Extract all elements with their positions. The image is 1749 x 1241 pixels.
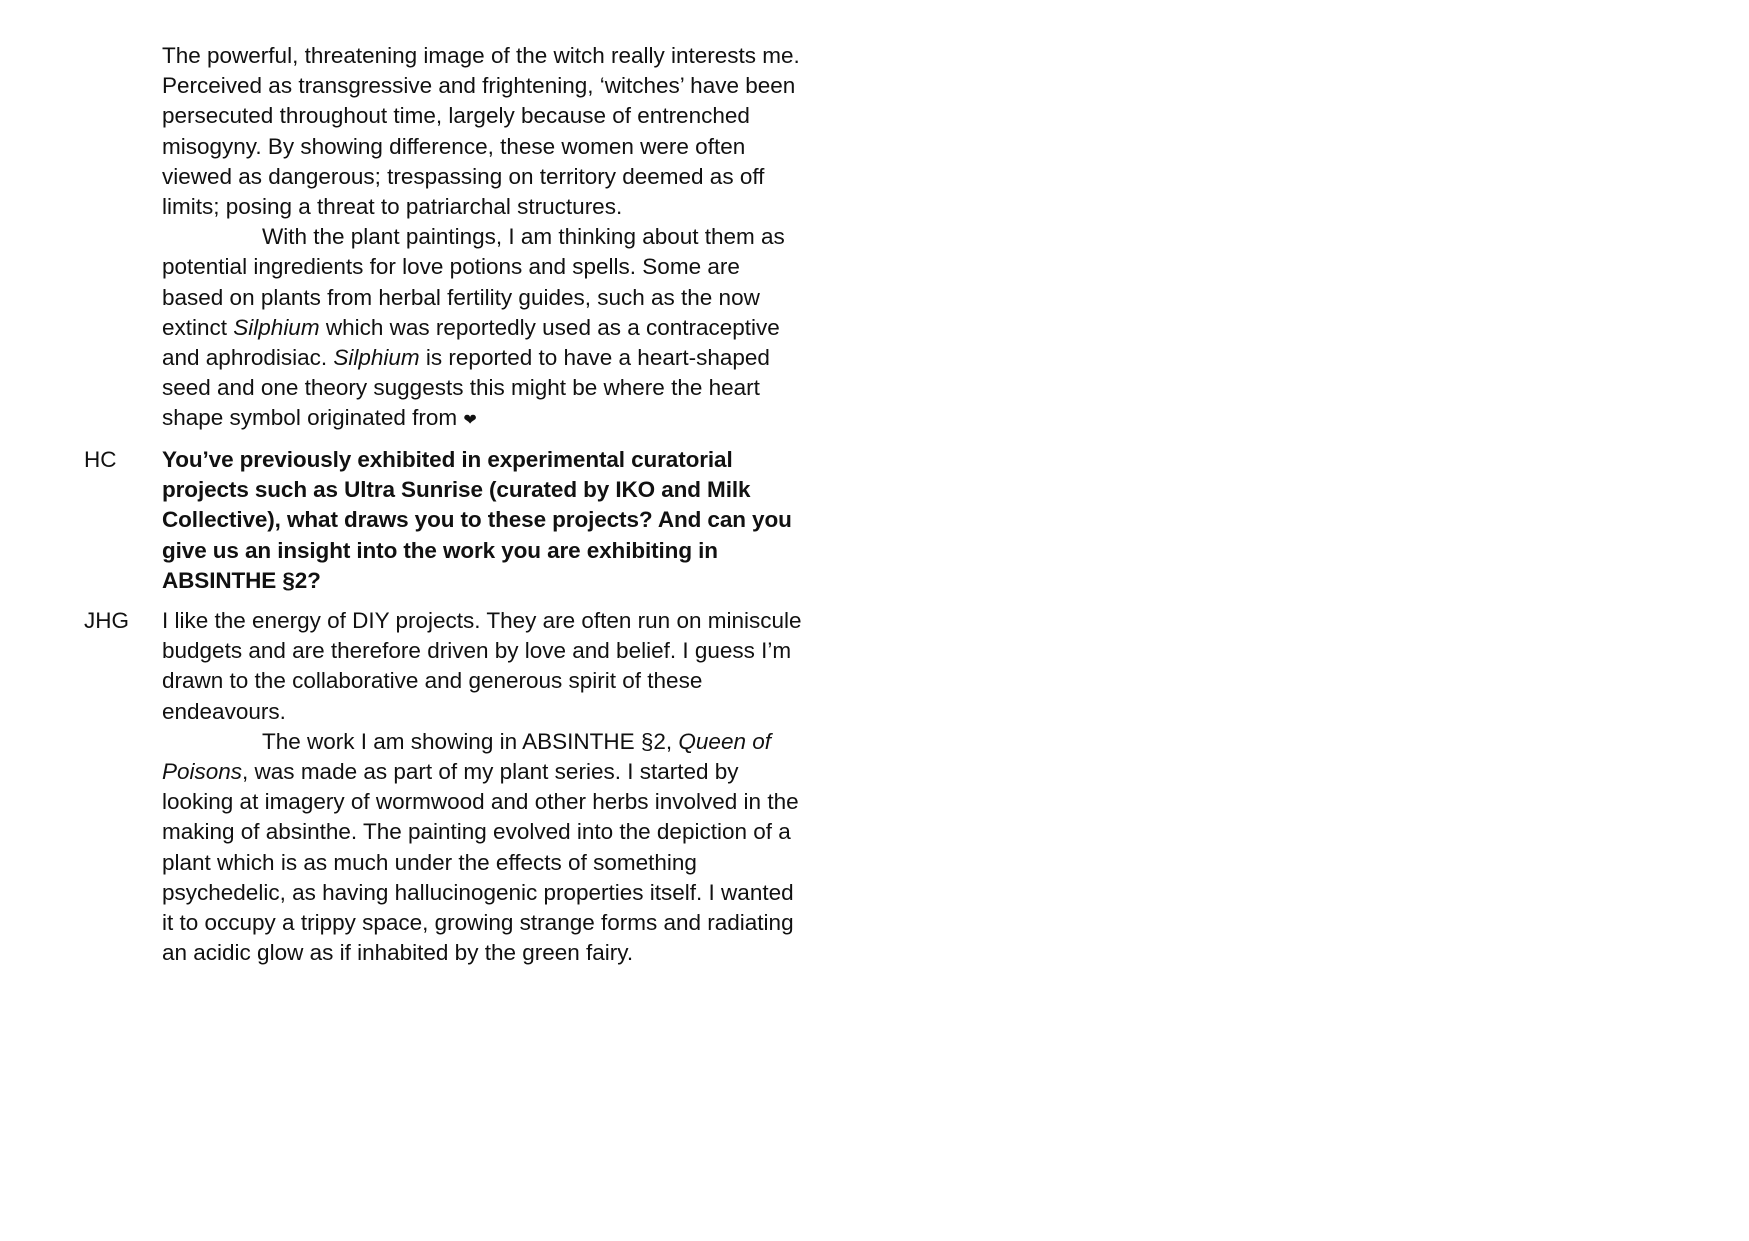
paragraph-text: The work I am showing in ABSINTHE §2, — [262, 728, 679, 754]
paragraph-text: The powerful, threatening image of the witch really interests me. Perceived as transgressive and frightening, ‘witches’ have been persecuted throughout time, largely because of entrenched misogyny. By showing difference, these women were often viewed as dangerous; trespassing on territory deemed as off limits; posing a threat to patriarchal structures. — [162, 43, 800, 220]
paragraph-text: I like the energy of DIY projects. They are often run on miniscule budgets and are therefore driven by love and belief. I guess I’m drawn to the collaborative and generous spirit of these endeavours. — [162, 608, 802, 724]
paragraph-text: With the plant paintings, I am thinking about them as potential ingredients for love potions and spells. Some are based on plants from herbal fertility guides, such as the now extinct — [162, 224, 785, 340]
answer-text — [162, 41, 802, 437]
paragraph-plant-paintings — [162, 222, 802, 436]
answer-block-jhg — [84, 606, 804, 968]
paragraph-text: is reported to have a heart-shaped seed and one theory suggests this might be where the heart shape symbol originated from — [162, 345, 770, 431]
paragraph-text: , was made as part of my plant series. I started by looking at imagery of wormwood and other herbs involved in the making of absinthe. The painting evolved into the depiction of a plant which is as much under the effects of something psychedelic, as having hallucinogenic properties itself. I wanted it to occupy a trippy space, growing strange forms and radiating an acidic glow as if inhabited by the green fairy. — [162, 759, 799, 966]
answer-text — [162, 606, 802, 968]
question-block — [84, 445, 804, 596]
paragraph-text: which was reportedly used as a contraceptive and aphrodisiac. — [162, 314, 780, 371]
italic-title-queen-of-poisons: Queen of Poisons — [162, 728, 771, 785]
italic-term-silphium: Silphium — [233, 314, 320, 340]
italic-term-silphium: Silphium — [333, 345, 420, 371]
paragraph-witch — [162, 41, 802, 222]
speaker-label-jhg: JHG — [84, 608, 129, 633]
answer-block-continued — [84, 41, 804, 437]
paragraph-queen-of-poisons — [162, 727, 802, 969]
question-text — [162, 445, 802, 596]
paragraph-diy — [162, 606, 802, 727]
speaker-label-hc: HC — [84, 447, 117, 472]
heart-icon: ❤ — [463, 412, 477, 430]
question-paragraph: You’ve previously exhibited in experimental curatorial projects such as Ultra Sunrise (curated by IKO and Milk Collective), what draws you to these projects? And can you give us an insight into the work you are exhibiting in ABSINTHE §2? — [162, 447, 792, 593]
